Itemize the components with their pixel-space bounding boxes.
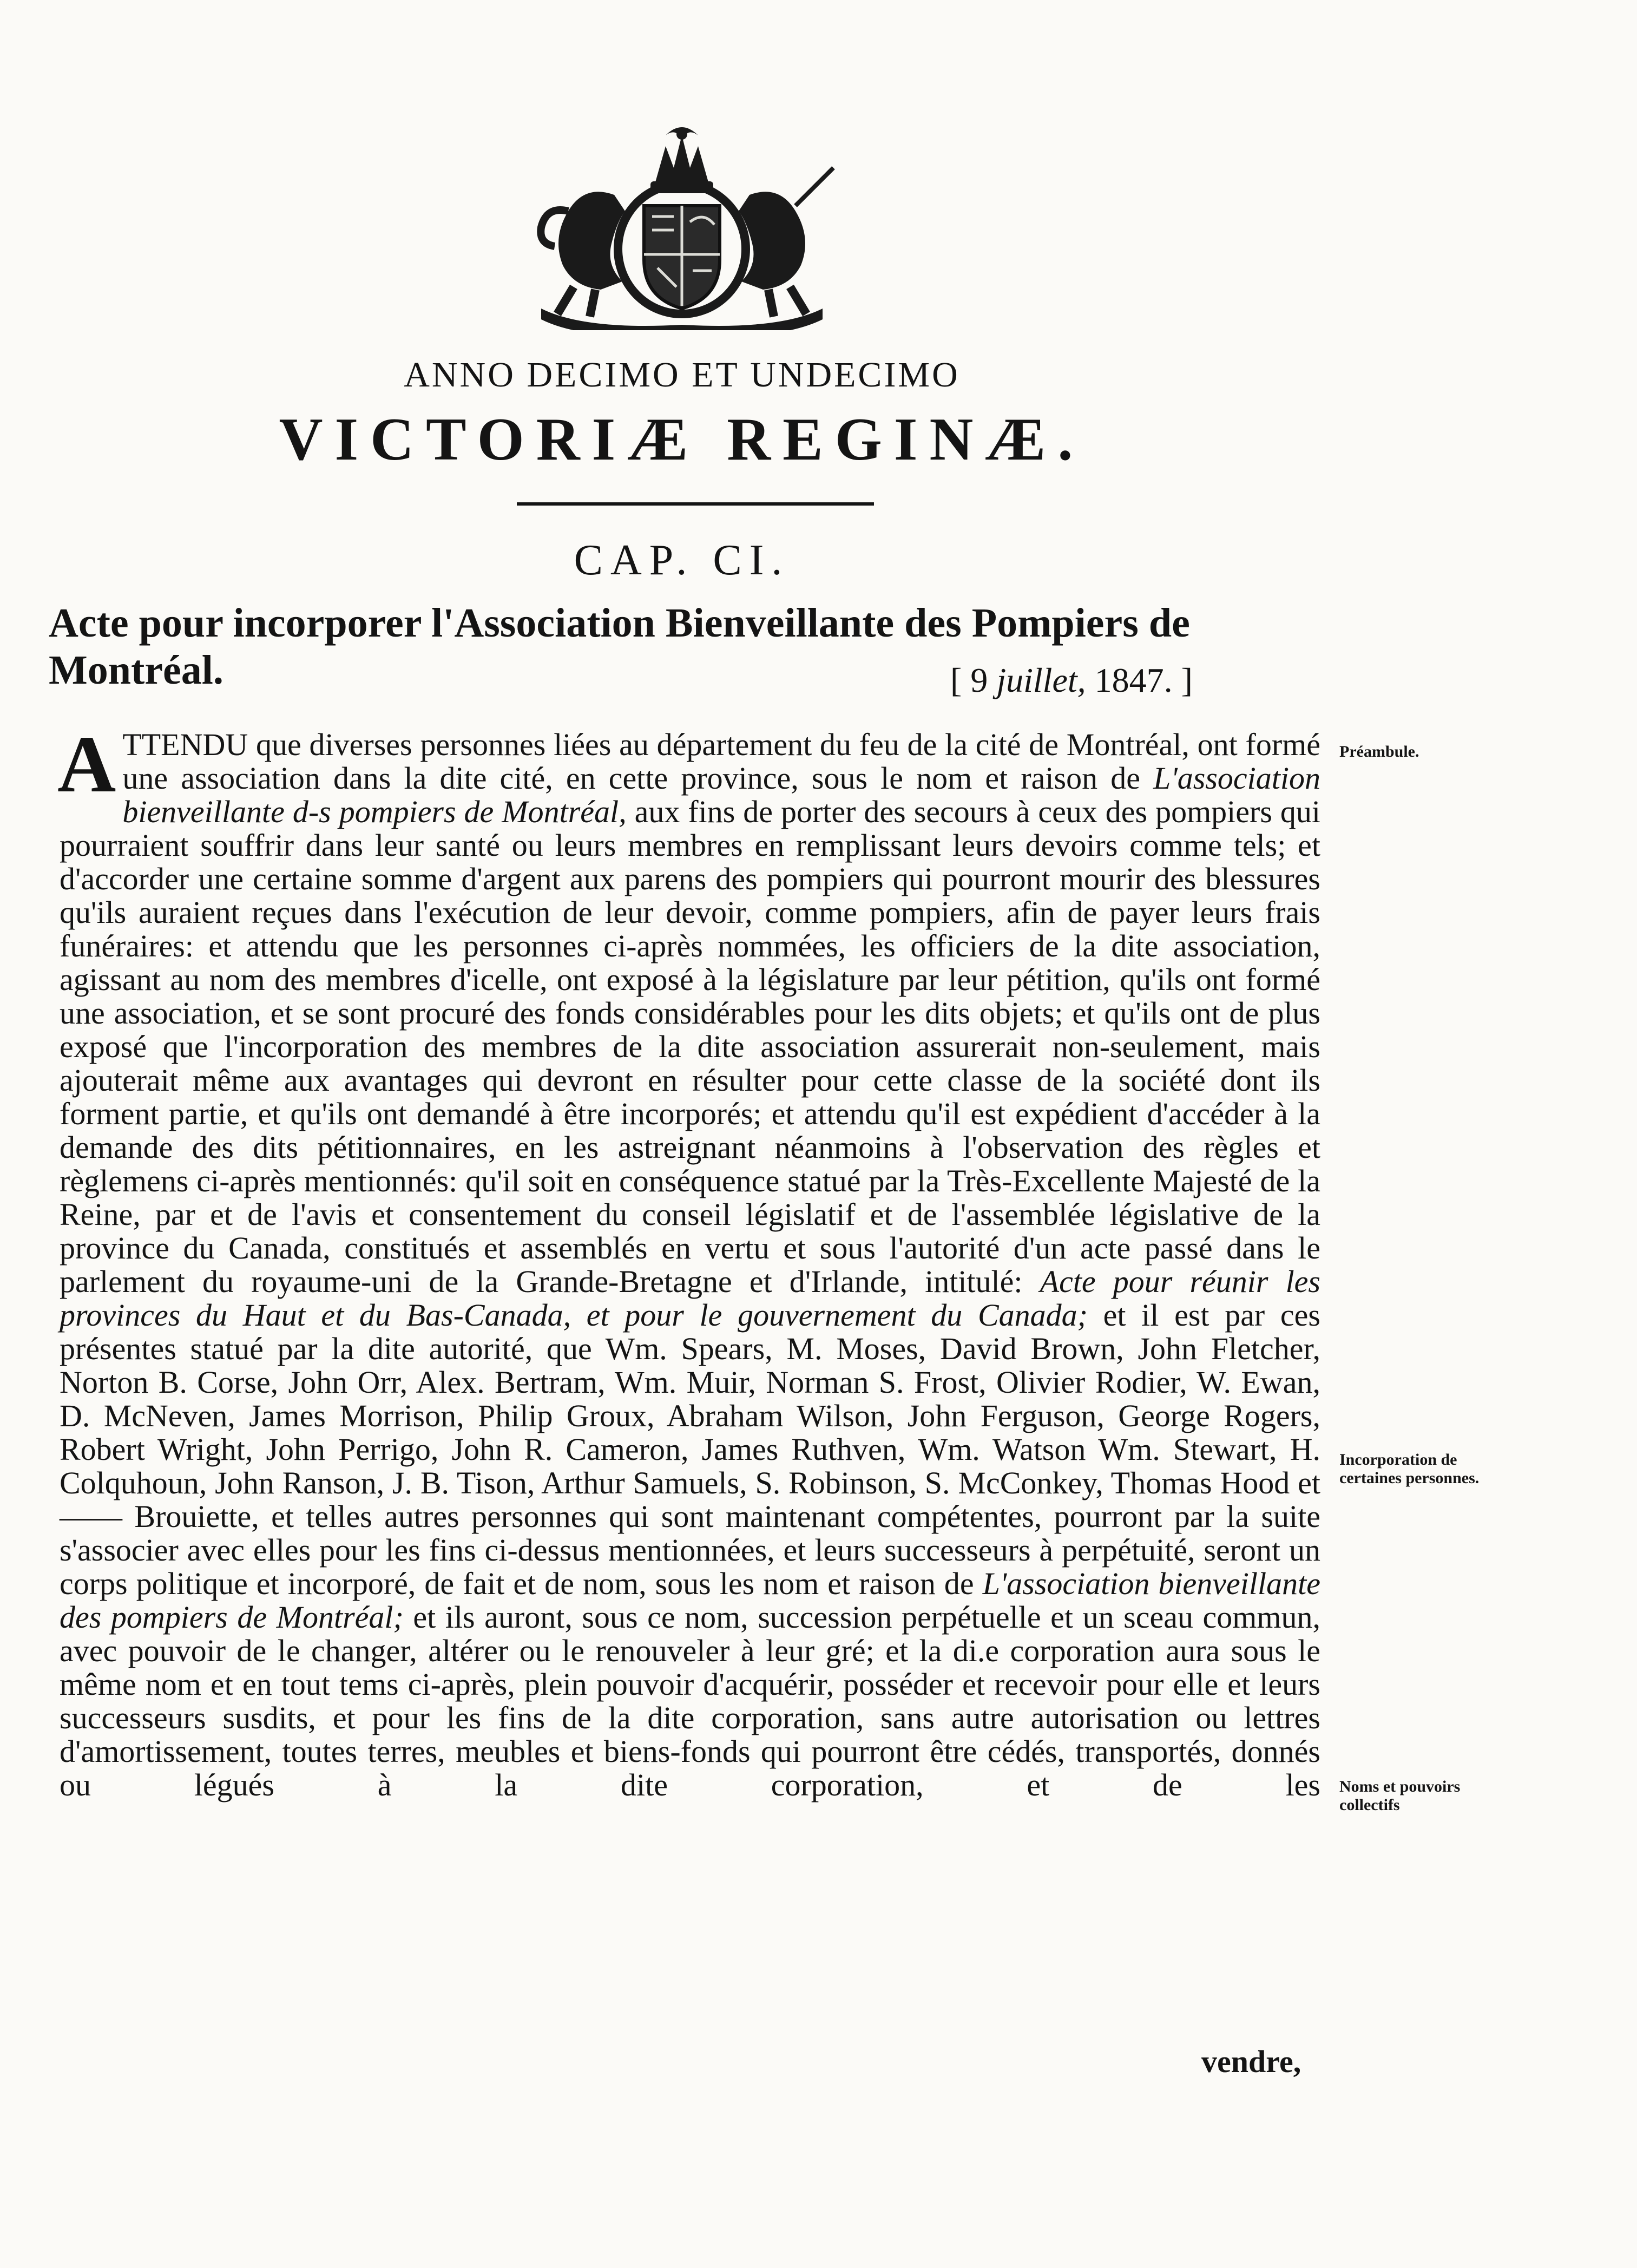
chapter-number: CAP. CI. (574, 536, 790, 584)
body-text-2: aux fins de porter des secours à ceux des pompiers qui pourraient souffrir dans leur santé ou leurs membres en remplissant leurs devoirs comme tels; et d'accorder une certaine somme d'argent aux parens des pompiers qui pourront mourir des blessures qu'ils auraient reçues dans l'exécution de leur devoir, comme pompiers, afin de payer leurs frais funéraires: et attendu que les personnes ci-après nommées, les officiers de la dite association, agissant au nom des membres d'icelle, ont exposé à la législature par leur pétition, qu'ils ont formé une association, et se sont procuré des fonds considérables pour les dits objets; et qu'ils ont de plus exposé que l'incorporation des membres de la dite association assurerait non-seulement, mais ajouterait même aux avantages qui devront en résulter pour cette classe de la société dont ils forment partie, et qu'ils ont demandé à être incorporés; et attendu qu'il est expédient d'accéder à la demande des dits pétitionnaires, en les astreignant néanmoins à l'observation des règles et règlemens ci-après mentionnés: qu'il soit en conséquence statué par la Très-Excellente Majesté de la Reine, par et de l'avis et consentement du conseil législatif et de l'assemblée législative de la province du Canada, constitués et assemblés en vertu et sous l'autorité d'un acte passé dans le parlement du royaume-uni de la Grande-Bretagne et d'Irlande, intitulé: (60, 794, 1321, 1299)
assent-date-close: 1847. ] (1086, 661, 1193, 699)
assent-date (950, 660, 1193, 700)
sidenote-preamble: Préambule. (1339, 743, 1419, 761)
body-italic-1: L'association bienveillante d-s pompiers de Montréal, (122, 761, 1320, 829)
body-paragraph (57, 719, 1321, 1802)
sidenote-collective-powers: Noms et pouvoirs collectifs (1339, 1778, 1461, 1814)
drop-cap: A (57, 719, 116, 809)
assent-date-month: juillet, (996, 661, 1086, 699)
regnal-title: VICTORIÆ REGINÆ. (279, 406, 1085, 473)
title-rule (517, 502, 874, 506)
royal-coat-of-arms (509, 124, 855, 330)
body-text-1: TTENDU que diverses personnes liées au département du feu de la cité de Montréal, ont formé une association dans la dite cité, en cette province, sous le nom et raison de (122, 727, 1320, 796)
body-text-4: et ils auront, sous ce nom, succession perpétuelle et un sceau commun, avec pouvoir de le changer, altérer ou le renouveler à leur gré; et la di.e corporation aura sous le même nom et en tout tems ci-après, plein pouvoir d'acquérir, posséder et recevoir pour elle et leurs successeurs susdits, et pour les fins de la dite corporation, sans autre autorisation ou lettres d'amortissement, toutes terres, meubles et biens-fonds qui pourront être cédés, transportés, donnés ou légués à la dite corporation, et de les (60, 1600, 1320, 1802)
act-body (57, 719, 1321, 1802)
sidenote-incorporation: Incorporation de certaines personnes. (1339, 1451, 1480, 1487)
body-italic-3: L'association bienveillante des pompiers de Montréal; (60, 1566, 1320, 1635)
body-italic-2: Acte pour réunir les provinces du Haut et du Bas-Canada, et pour le gouvernement du Canada; (60, 1264, 1320, 1333)
regnal-year-heading: ANNO DECIMO ET UNDECIMO (404, 355, 960, 395)
catchword: vendre, (1201, 2044, 1301, 2079)
act-title: Acte pour incorporer l'Association Bienveillante des Pompiers de Montréal. (49, 600, 1190, 693)
body-text-3: et il est par ces présentes statué par la dite autorité, que Wm. Spears, M. Moses, David Brown, John Fletcher, Norton B. Corse, John Orr, Alex. Bertram, Wm. Muir, Norman S. Frost, Olivier Rodier, W. Ewan, D. McNeven, James Morrison, Philip Groux, Abraham Wilson, John Ferguson, George Rogers, Robert Wright, John Perrigo, John R. Cameron, James Ruthven, Wm. Watson Wm. Stewart, H. Colquhoun, John Ranson, J. B. Tison, Arthur Samuels, S. Robinson, S. McConkey, Thomas Hood et—— Brouiette, et telles autres personnes qui sont maintenant compétentes, pourront par la suite s'associer avec elles pour les fins ci-dessus mentionnées, et leurs successeurs à perpétuité, seront un corps politique et incorporé, de fait et de nom, sous les nom et raison de (60, 1297, 1320, 1601)
assent-date-open: [ 9 (950, 661, 997, 699)
